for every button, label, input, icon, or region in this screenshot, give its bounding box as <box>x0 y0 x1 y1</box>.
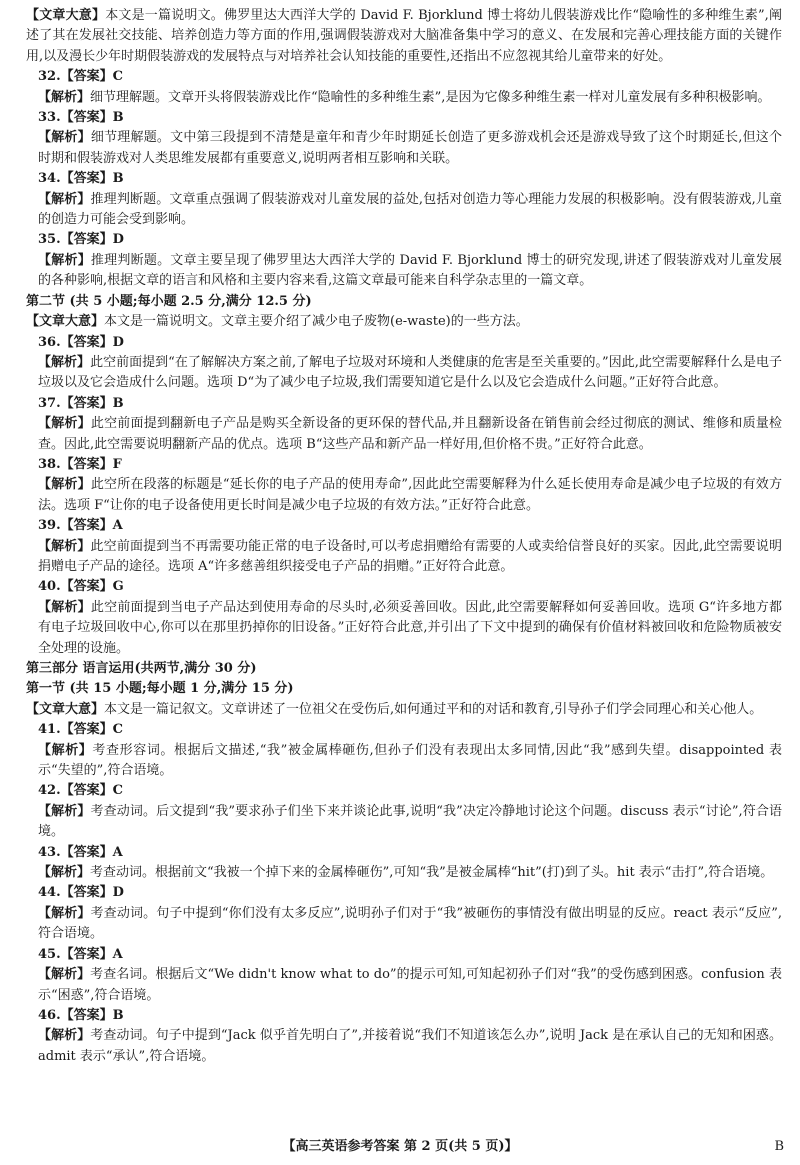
analysis-46 <box>26 1026 782 1067</box>
summary-text: 本文是一篇说明文。文章主要介绍了减少电子废物(e-waste)的一些方法。 <box>104 314 529 330</box>
answer-tag: 【答案】 <box>60 722 113 738</box>
answer-letter: B <box>112 110 124 126</box>
analysis-tag: 【解析】 <box>38 599 91 615</box>
answer-tag: 【答案】 <box>60 334 113 350</box>
summary-cloze <box>26 700 782 720</box>
analysis-text: 推理判断题。文章主要呈现了佛罗里达大西洋大学的 David F. Bjorklund 博士的研究发现,讲述了假装游戏对儿童发展的各种影响,根据文章的语言和风格和主要内容来看,这篇文章最可能来自科学杂志里的一篇文章。 <box>38 252 782 289</box>
analysis-tag: 【解析】 <box>38 905 91 921</box>
question-number: 46. <box>38 1007 61 1023</box>
answer-letter: A <box>112 518 123 534</box>
answer-tag: 【答案】 <box>60 844 113 860</box>
summary-tag: 【文章大意】 <box>26 701 105 717</box>
footer-page-label: 【高三英语参考答案 第 2 页(共 5 页)】 <box>282 1139 518 1154</box>
answer-35 <box>26 230 782 250</box>
analysis-tag: 【解析】 <box>38 252 91 268</box>
analysis-tag: 【解析】 <box>38 865 91 881</box>
analysis-text: 细节理解题。文章开头将假装游戏比作“隐喻性的多种维生素”,是因为它像多种维生素一样对儿童发展有多种积极影响。 <box>90 89 771 105</box>
analysis-39 <box>26 537 782 578</box>
answer-letter: B <box>112 171 124 187</box>
question-number: 35. <box>38 232 61 248</box>
answer-32 <box>26 67 782 87</box>
answer-37 <box>26 394 782 414</box>
answer-letter: C <box>112 722 123 738</box>
answer-letter: B <box>112 395 124 411</box>
section-heading: 第二节 (共 5 小题;每小题 2.5 分,满分 12.5 分) <box>26 293 312 309</box>
answer-tag: 【答案】 <box>60 783 113 799</box>
question-number: 41. <box>38 722 61 738</box>
analysis-38 <box>26 475 782 516</box>
summary-passage-c <box>26 6 782 67</box>
analysis-37 <box>26 414 782 455</box>
analysis-text: 细节理解题。文中第三段提到不清楚是童年和青少年时期延长创造了更多游戏机会还是游戏导致了这个时期延长,但这个时期和假装游戏对人类思维发展都有重要意义,说明两者相互影响和关联。 <box>38 130 782 166</box>
analysis-text: 此空前面提到当电子产品达到使用寿命的尽头时,必须妥善回收。因此,此空需要解释如何妥善回收。选项 G“许多地方都有电子垃圾回收中心,你可以在那里扔掉你的旧设备。”正好符合此意,并引出了下文中提到的确保有价值材料被回收和危险物质被安全处理的设施。 <box>38 599 782 656</box>
answer-tag: 【答案】 <box>60 395 113 411</box>
page-footer <box>0 1136 800 1158</box>
analysis-tag: 【解析】 <box>38 191 91 207</box>
analysis-tag: 【解析】 <box>38 416 91 432</box>
analysis-text: 考查动词。句子中提到“Jack 似乎首先明白了”,并接着说“我们不知道该怎么办”,说明 Jack 是在承认自己的无知和困惑。admit 表示“承认”,符合语境。 <box>38 1028 782 1064</box>
answer-tag: 【答案】 <box>60 885 113 901</box>
summary-text: 本文是一篇记叙文。文章讲述了一位祖父在受伤后,如何通过平和的对话和教育,引导孙子们学会同理心和关心他人。 <box>104 701 763 717</box>
answer-letter: A <box>112 946 123 962</box>
analysis-36 <box>26 353 782 394</box>
answer-39 <box>26 516 782 536</box>
answer-45 <box>26 945 782 965</box>
question-number: 42. <box>38 783 61 799</box>
answer-tag: 【答案】 <box>60 110 113 126</box>
question-number: 43. <box>38 844 61 860</box>
analysis-text: 此空前面提到当不再需要功能正常的电子设备时,可以考虑捐赠给有需要的人或卖给信誉良好的买家。因此,此空需要说明捐赠电子产品的途径。选项 A“许多慈善组织接受电子产品的捐赠。”正好符合此意。 <box>38 538 782 574</box>
answer-tag: 【答案】 <box>60 579 113 595</box>
answer-tag: 【答案】 <box>60 1007 113 1023</box>
analysis-text: 考查动词。根据前文“我被一个掉下来的金属棒砸伤”,可知“我”是被金属棒“hit”(打)到了头。hit 表示“击打”,符合语境。 <box>90 865 774 881</box>
answer-42 <box>26 781 782 801</box>
analysis-tag: 【解析】 <box>38 477 91 493</box>
analysis-text: 此空所在段落的标题是“延长你的电子产品的使用寿命”,因此此空需要解释为什么延长使用寿命是减少电子垃圾的有效方法。选项 F“让你的电子设备使用更长时间是减少电子垃圾的有效方法。”正好符合此意。 <box>38 477 782 513</box>
analysis-text: 考查动词。后文提到“我”要求孙子们坐下来并谈论此事,说明“我”决定冷静地讨论这个问题。discuss 表示“讨论”,符合语境。 <box>38 803 782 840</box>
answer-36 <box>26 333 782 353</box>
question-number: 45. <box>38 946 61 962</box>
analysis-tag: 【解析】 <box>38 130 91 146</box>
analysis-34 <box>26 190 782 231</box>
answer-letter: A <box>112 844 123 860</box>
answer-44 <box>26 883 782 903</box>
section-heading: 第一节 (共 15 小题;每小题 1 分,满分 15 分) <box>26 681 294 697</box>
answer-letter: D <box>112 885 124 901</box>
analysis-text: 考查形容词。根据后文描述,“我”被金属棒砸伤,但孙子们没有表现出太多同情,因此“我”感到失望。disappointed 表示“失望的”,符合语境。 <box>38 742 782 779</box>
analysis-43 <box>26 863 782 883</box>
answer-letter: C <box>112 69 123 85</box>
question-number: 39. <box>38 518 61 534</box>
answer-tag: 【答案】 <box>60 69 113 85</box>
analysis-42 <box>26 802 782 843</box>
answer-letter: B <box>112 1007 124 1023</box>
analysis-44 <box>26 904 782 945</box>
answer-tag: 【答案】 <box>60 171 113 187</box>
analysis-33 <box>26 128 782 169</box>
answer-letter: G <box>112 579 124 595</box>
answer-41 <box>26 720 782 740</box>
answer-tag: 【答案】 <box>60 456 113 472</box>
answer-34 <box>26 169 782 189</box>
summary-tag: 【文章大意】 <box>26 314 105 330</box>
analysis-tag: 【解析】 <box>38 803 91 819</box>
question-number: 33. <box>38 110 61 126</box>
answer-33 <box>26 108 782 128</box>
answer-46 <box>26 1006 782 1026</box>
answer-40 <box>26 577 782 597</box>
question-number: 32. <box>38 69 61 85</box>
analysis-tag: 【解析】 <box>38 1028 91 1044</box>
answer-43 <box>26 843 782 863</box>
part-heading: 第三部分 语言运用(共两节,满分 30 分) <box>26 661 257 676</box>
analysis-text: 考查动词。句子中提到“你们没有太多反应”,说明孙子们对于“我”被砸伤的事情没有做出明显的反应。react 表示“反应”,符合语境。 <box>38 905 782 942</box>
analysis-tag: 【解析】 <box>38 354 91 370</box>
question-number: 36. <box>38 334 61 350</box>
question-number: 44. <box>38 885 61 901</box>
analysis-text: 推理判断题。文章重点强调了假装游戏对儿童发展的益处,包括对创造力等心理能力发展的积极影响。没有假装游戏,儿童的创造力可能会受到影响。 <box>38 191 782 228</box>
analysis-41 <box>26 741 782 782</box>
answer-tag: 【答案】 <box>60 518 113 534</box>
summary-tag: 【文章大意】 <box>26 8 106 23</box>
summary-seven-choose-five <box>26 312 782 332</box>
analysis-tag: 【解析】 <box>38 967 91 983</box>
analysis-tag: 【解析】 <box>38 742 93 758</box>
question-number: 37. <box>38 395 61 411</box>
answer-tag: 【答案】 <box>60 946 113 962</box>
question-number: 38. <box>38 456 61 472</box>
answer-letter: D <box>112 232 124 248</box>
footer-version-letter: B <box>774 1139 784 1154</box>
analysis-text: 此空前面提到“在了解解决方案之前,了解电子垃圾对环境和人类健康的危害是至关重要的。”因此,此空需要解释什么是电子垃圾以及它会造成什么问题。选项 D“为了减少电子垃圾,我们需要知道它是什么以及它会造成什么问题。”正好符合此意。 <box>38 354 782 391</box>
question-number: 40. <box>38 579 61 595</box>
question-number: 34. <box>38 171 61 187</box>
answer-38 <box>26 455 782 475</box>
answer-letter: D <box>112 334 124 350</box>
analysis-45 <box>26 965 782 1006</box>
analysis-text: 此空前面提到翻新电子产品是购买全新设备的更环保的替代品,并且翻新设备在销售前会经过彻底的测试、维修和质量检查。因此,此空需要说明翻新产品的优点。选项 B“这些产品和新产品一样好用,但价格不贵。”正好符合此意。 <box>38 416 782 452</box>
answer-letter: C <box>112 783 123 799</box>
answer-key-page <box>26 6 782 1067</box>
summary-text: 本文是一篇说明文。佛罗里达大西洋大学的 David F. Bjorklund 博士将幼儿假装游戏比作“隐喻性的多种维生素”,阐述了其在发展社交技能、培养创造力等方面的作用,强调假装游戏对大脑准备集中学习的意义、在发展和完善心理技能方面的关键作用,以及漫长少年时期假装游戏的发展特点与对培养社会认知技能的重要性,还指出不应忽视其给儿童带来的好处。 <box>26 8 782 64</box>
analysis-text: 考查名词。根据后文“We didn't know what to do”的提示可知,可知起初孙子们对“我”的受伤感到困惑。confusion 表示“困惑”,符合语境。 <box>38 967 782 1003</box>
analysis-32 <box>26 88 782 108</box>
analysis-35 <box>26 251 782 292</box>
answer-letter: F <box>112 456 122 472</box>
answer-tag: 【答案】 <box>60 232 113 248</box>
analysis-tag: 【解析】 <box>38 538 91 554</box>
analysis-tag: 【解析】 <box>38 89 91 105</box>
analysis-40 <box>26 598 782 659</box>
